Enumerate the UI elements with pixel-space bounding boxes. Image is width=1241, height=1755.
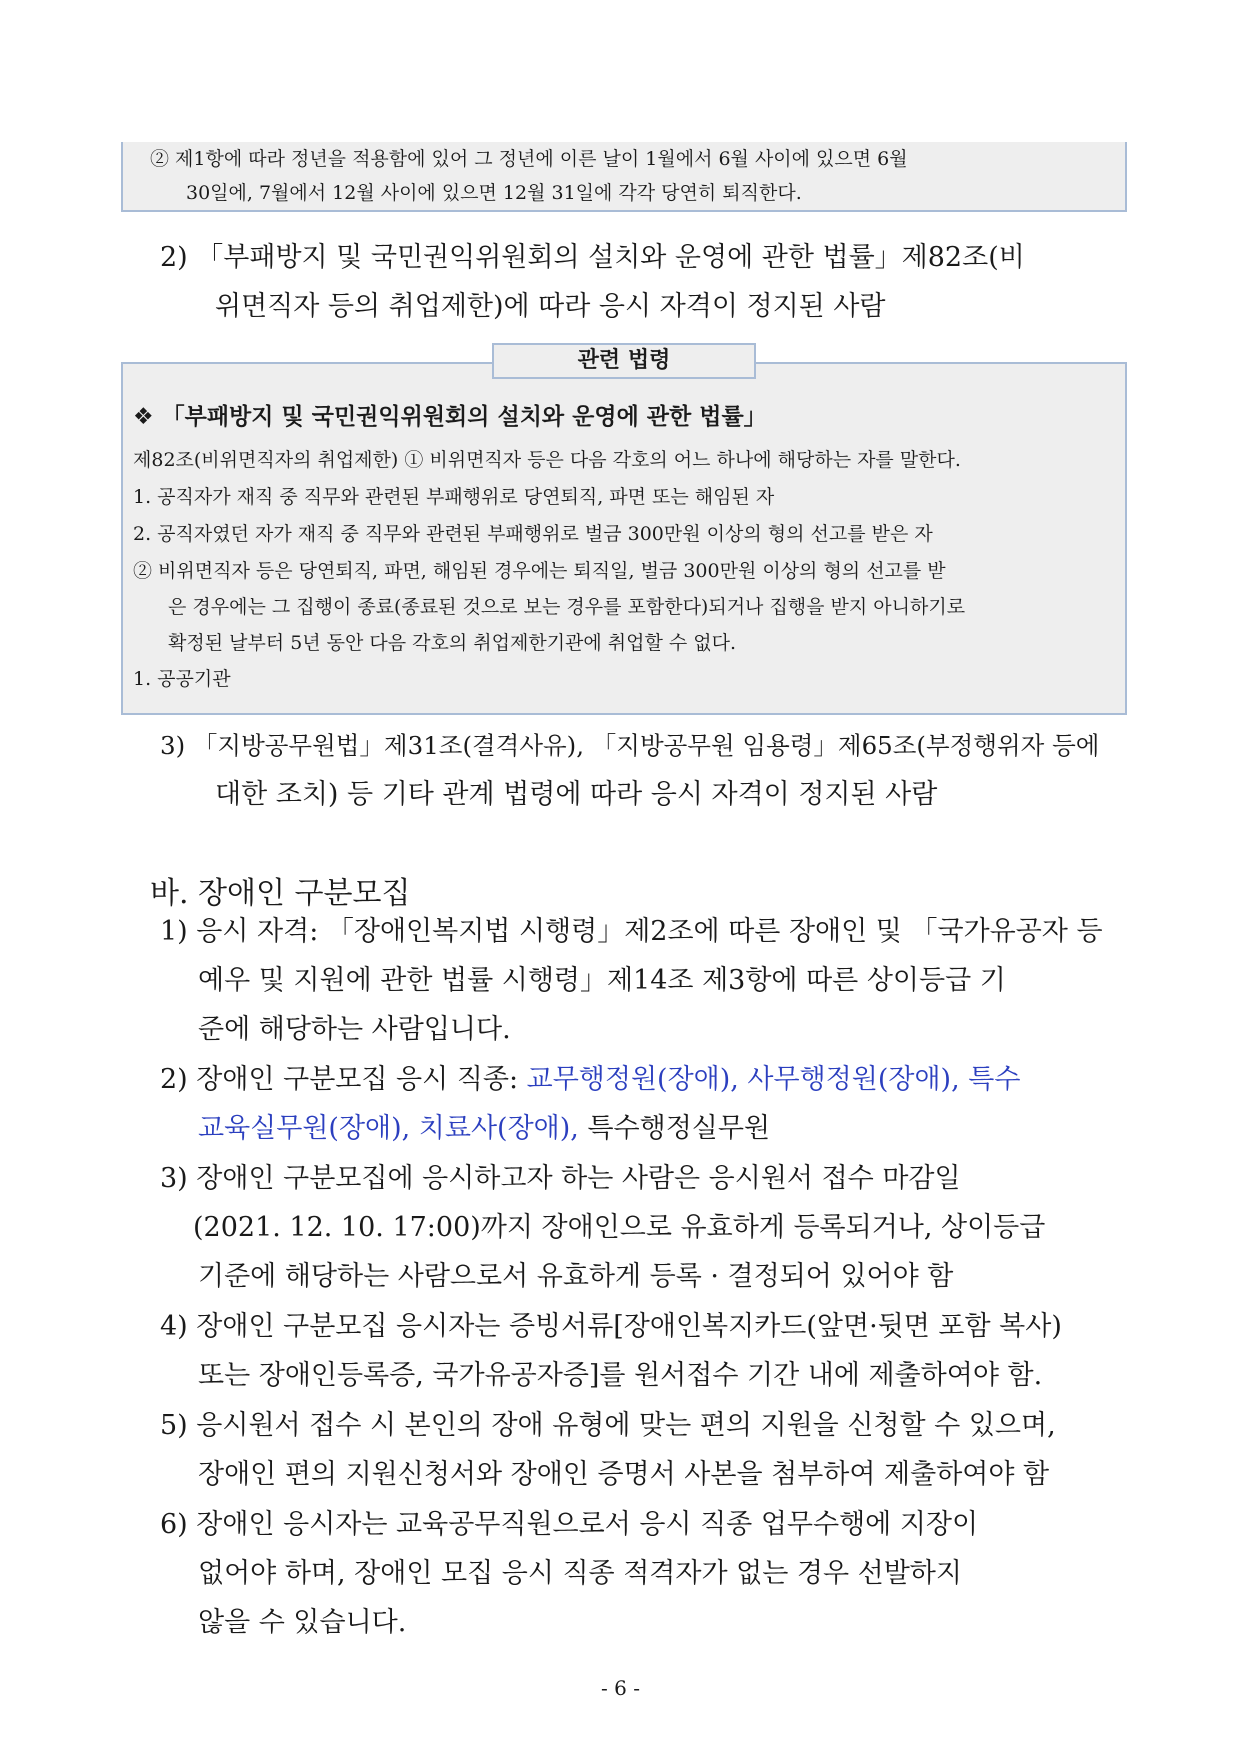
- p4-line: 4) 장애인 구분모집 응시자는 증빙서류[장애인복지카드(앞면·뒷면 포함 복사): [160, 1311, 1062, 1342]
- p3-line: (2021. 12. 10. 17:00)까지 장애인으로 유효하게 등록되거나, 상이등급: [193, 1212, 1046, 1243]
- law-line: 2. 공직자였던 자가 재직 중 직무와 관련된 부패행위로 벌금 300만원 이상의 형의 선고를 받은 자: [133, 523, 933, 545]
- p4-line: 또는 장애인등록증, 국가유공자증]를 원서접수 기간 내에 제출하여야 함.: [198, 1360, 1043, 1391]
- related-law-tag: 관련 법령: [492, 343, 756, 379]
- item3-line: 3) 「지방공무원법」제31조(결격사유), 「지방공무원 임용령」제65조(부정행위자 등에: [160, 731, 1100, 760]
- box1-line: ② 제1항에 따라 정년을 적용함에 있어 그 정년에 이른 날이 1월에서 6월 사이에 있으면 6월: [150, 148, 908, 170]
- p2-line: [198, 1109, 770, 1149]
- p6-line: 6) 장애인 응시자는 교육공무직원으로서 응시 직종 업무수행에 지장이: [160, 1509, 979, 1540]
- p6-line: 없어야 하며, 장애인 모집 응시 직종 적격자가 없는 경우 선발하지: [198, 1558, 962, 1589]
- p2-line: [160, 1060, 1020, 1100]
- item2-line: 2) 「부패방지 및 국민권익위원회의 설치와 운영에 관한 법률」제82조(비: [160, 242, 1025, 273]
- law-line: 은 경우에는 그 집행이 종료(종료된 것으로 보는 경우를 포함한다)되거나 집행을 받지 아니하기로: [168, 596, 966, 618]
- law-line: 확정된 날부터 5년 동안 다음 각호의 취업제한기관에 취업할 수 없다.: [168, 632, 737, 654]
- law-line: 제82조(비위면직자의 취업제한) ① 비위면직자 등은 다음 각호의 어느 하나에 해당하는 자를 말한다.: [133, 449, 961, 471]
- law-title: ❖ 「부패방지 및 국민권익위원회의 설치와 운영에 관한 법률」: [133, 404, 767, 430]
- p2-prefix: 2) 장애인 구분모집 응시 직종:: [160, 1064, 527, 1095]
- p3-line: 기준에 해당하는 사람으로서 유효하게 등록 · 결정되어 있어야 함: [198, 1261, 954, 1292]
- section-heading: 바. 장애인 구분모집: [150, 876, 411, 911]
- p3-line: 3) 장애인 구분모집에 응시하고자 하는 사람은 응시원서 접수 마감일: [160, 1163, 961, 1194]
- p2-job-types: 교육실무원(장애), 치료사(장애),: [198, 1113, 579, 1144]
- p1-line: 예우 및 지원에 관한 법률 시행령」제14조 제3항에 따른 상이등급 기: [198, 965, 1006, 996]
- p5-line: 장애인 편의 지원신청서와 장애인 증명서 사본을 첨부하여 제출하여야 함: [198, 1459, 1050, 1490]
- law-line: 1. 공직자가 재직 중 직무와 관련된 부패행위로 당연퇴직, 파면 또는 해임된 자: [133, 486, 775, 508]
- box1-line: 30일에, 7월에서 12월 사이에 있으면 12월 31일에 각각 당연히 퇴직한다.: [186, 182, 802, 204]
- p6-line: 않을 수 있습니다.: [198, 1607, 407, 1638]
- item2-line: 위면직자 등의 취업제한)에 따라 응시 자격이 정지된 사람: [215, 291, 886, 322]
- law-line: 1. 공공기관: [133, 668, 231, 690]
- law-line: ② 비위면직자 등은 당연퇴직, 파면, 해임된 경우에는 퇴직일, 벌금 300만원 이상의 형의 선고를 받: [133, 560, 946, 582]
- p2-job-types: 교무행정원(장애), 사무행정원(장애), 특수: [526, 1064, 1021, 1095]
- p2-rest: 특수행정실무원: [578, 1113, 771, 1144]
- item3-line: 대한 조치) 등 기타 관계 법령에 따라 응시 자격이 정지된 사람: [215, 779, 938, 810]
- p1-line: 1) 응시 자격: 「장애인복지법 시행령」제2조에 따른 장애인 및 「국가유공자 등: [160, 916, 1103, 947]
- p1-line: 준에 해당하는 사람입니다.: [198, 1014, 511, 1045]
- page-number: - 6 -: [601, 1676, 640, 1700]
- p5-line: 5) 응시원서 접수 시 본인의 장애 유형에 맞는 편의 지원을 신청할 수 있으며,: [160, 1410, 1056, 1441]
